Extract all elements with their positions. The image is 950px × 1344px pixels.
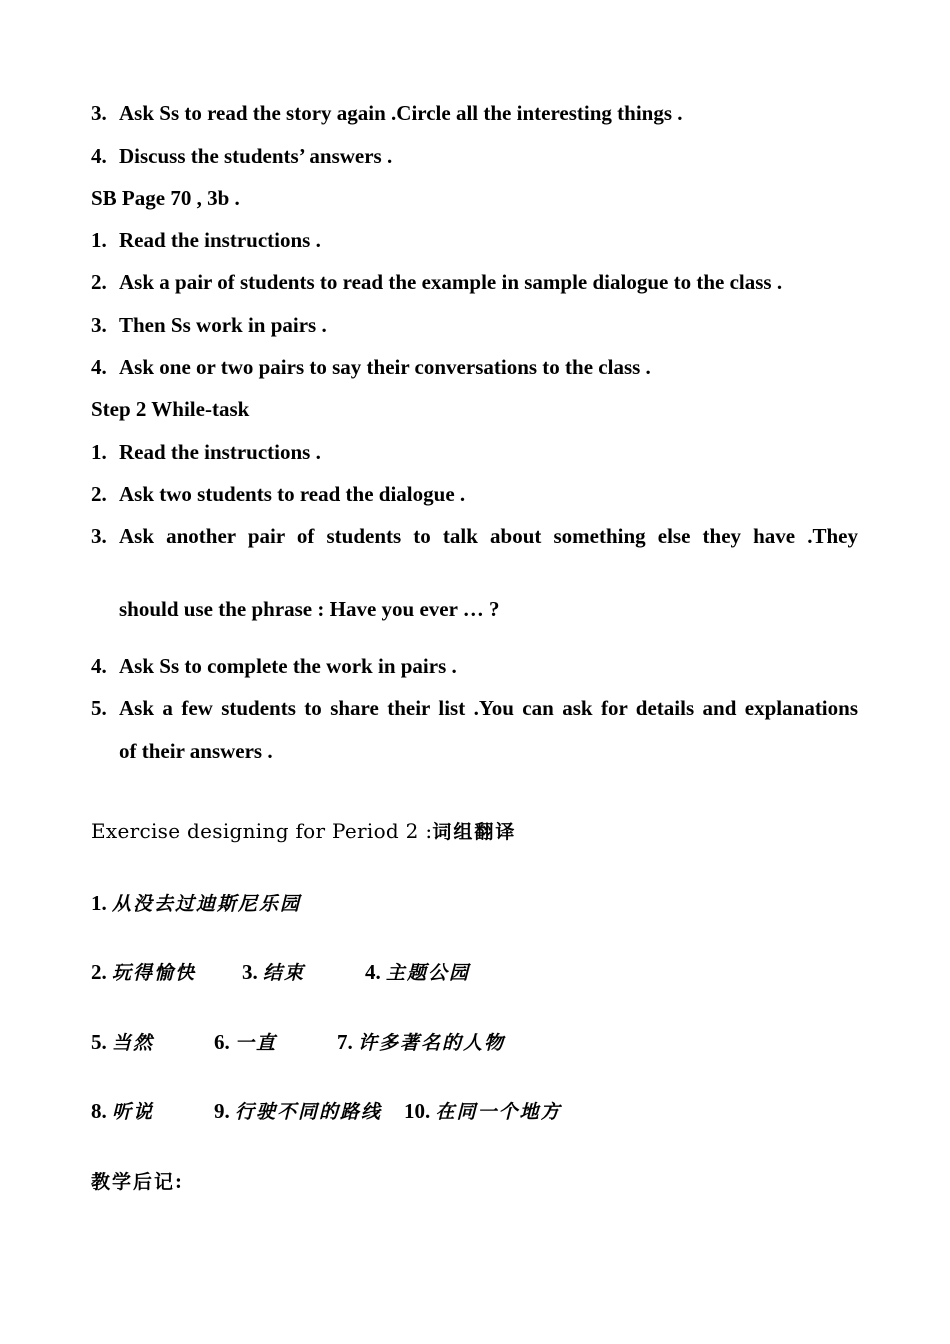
list-item: 3. Ask Ss to read the story again .Circle all the interesting things . bbox=[91, 101, 683, 125]
exercise-item: 10. 在同一个地方 bbox=[404, 1099, 562, 1123]
exercise-item: 9. 行驶不同的路线 bbox=[214, 1099, 383, 1123]
exercise-item: 6. 一直 bbox=[214, 1030, 278, 1054]
exercise-title: Exercise designing for Period 2 :词组翻译 bbox=[91, 819, 517, 843]
list-item: 3. Then Ss work in pairs . bbox=[91, 313, 327, 337]
list-item-continuation: should use the phrase : Have you ever … ? bbox=[119, 597, 500, 621]
list-item: 1. Read the instructions . bbox=[91, 440, 321, 464]
teaching-notes-label: 教学后记: bbox=[91, 1169, 183, 1193]
exercise-item: 8. 听说 bbox=[91, 1099, 155, 1123]
exercise-item: 5. 当然 bbox=[91, 1030, 155, 1054]
list-item: 4. Ask one or two pairs to say their conversations to the class . bbox=[91, 355, 651, 379]
exercise-item: 3. 结束 bbox=[242, 960, 306, 984]
list-item-text: Ask another pair of students to talk about something else they have .They bbox=[119, 524, 858, 548]
exercise-item: 7. 许多著名的人物 bbox=[337, 1030, 506, 1054]
list-item: 2. Ask two students to read the dialogue . bbox=[91, 482, 466, 506]
list-item-number: 5. bbox=[91, 696, 107, 720]
exercise-item: 4. 主题公园 bbox=[365, 960, 471, 984]
exercise-item: 1. 从没去过迪斯尼乐园 bbox=[91, 891, 302, 915]
list-item: 4. Ask Ss to complete the work in pairs . bbox=[91, 654, 457, 678]
section-heading-sb-page: SB Page 70 , 3b . bbox=[91, 186, 240, 210]
exercise-item: 2. 玩得愉快 bbox=[91, 960, 197, 984]
list-item: 1. Read the instructions . bbox=[91, 228, 321, 252]
section-heading-step2: Step 2 While-task bbox=[91, 397, 250, 421]
list-item: 4. Discuss the students’ answers . bbox=[91, 144, 393, 168]
list-item-continuation: of their answers . bbox=[119, 739, 273, 763]
list-item-number: 3. bbox=[91, 524, 107, 548]
list-item-text: Ask a few students to share their list .You can ask for details and explanations bbox=[119, 696, 858, 720]
list-item: 2. Ask a pair of students to read the example in sample dialogue to the class . bbox=[91, 270, 783, 294]
